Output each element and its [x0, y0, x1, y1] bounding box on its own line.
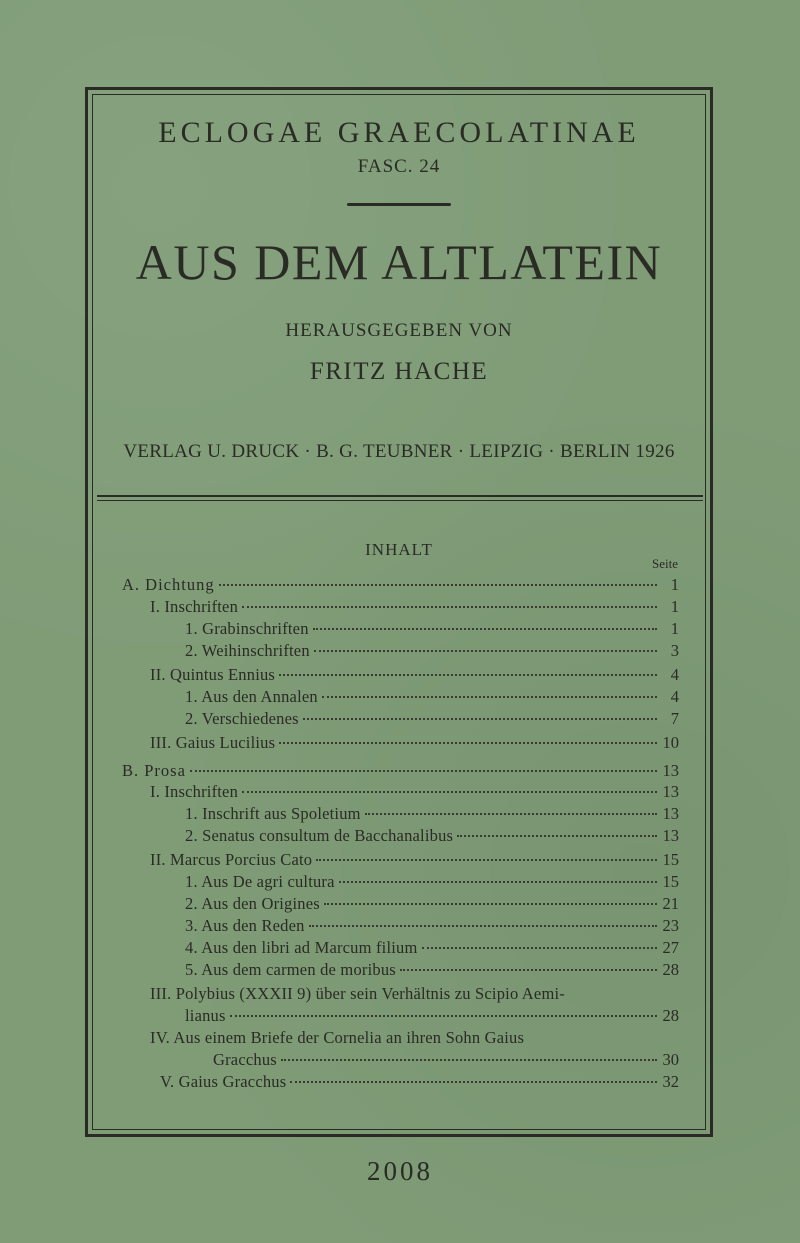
leader-dots	[242, 791, 657, 793]
toc-entry-page: 4	[670, 687, 679, 706]
toc-entry-page: 28	[662, 960, 679, 979]
leader-dots	[309, 925, 657, 927]
leader-dots	[219, 584, 657, 586]
toc-entry-label: III. Gaius Lucilius	[150, 733, 276, 752]
page-column-label: Seite	[652, 556, 678, 571]
toc-entry	[185, 915, 679, 937]
series-title: ECLOGAE GRAECOLATINAE	[158, 116, 640, 149]
toc-entry	[122, 760, 679, 782]
toc-entry-label: Gracchus	[213, 1050, 277, 1069]
toc-entry-page: 27	[662, 938, 679, 957]
toc-entry-page: 1	[670, 575, 679, 594]
toc-entry-label: 1. Aus De agri cultura	[185, 872, 335, 891]
leader-dots	[279, 674, 657, 676]
toc-entry	[213, 1049, 679, 1071]
toc-entry-label: 1. Inschrift aus Spoletium	[185, 804, 361, 823]
toc-entry-label: 5. Aus dem carmen de moribus	[185, 960, 396, 979]
leader-dots	[365, 813, 657, 815]
toc-entry	[122, 574, 679, 596]
toc-entry-label: B. Prosa	[122, 761, 186, 780]
leader-dots	[290, 1081, 657, 1083]
leader-dots	[230, 1015, 657, 1017]
toc-entry-page: 1	[670, 619, 679, 638]
inventory-number: 2008	[367, 1156, 433, 1186]
section-divider	[97, 495, 703, 501]
toc-entry	[185, 959, 679, 981]
leader-dots	[324, 903, 657, 905]
toc-entry-page: 4	[670, 665, 679, 684]
toc-entry-page: 10	[662, 733, 679, 752]
toc-entry-label: 2. Aus den Origines	[185, 894, 320, 913]
toc-entry-label: A. Dichtung	[122, 575, 215, 594]
toc-entry-label: 3. Aus den Reden	[185, 916, 305, 935]
toc-entry	[160, 1071, 679, 1093]
leader-dots	[242, 606, 657, 608]
toc-entry-page: 3	[670, 641, 679, 660]
toc-entry-label: 2. Verschiedenes	[185, 709, 299, 728]
toc-entry	[185, 803, 679, 825]
leader-dots	[281, 1059, 657, 1061]
leader-dots	[322, 696, 657, 698]
toc-entry-label: II. Marcus Porcius Cato	[150, 850, 313, 869]
editor-line: HERAUSGEGEBEN VON	[285, 320, 513, 341]
toc-entry-page: 1	[670, 597, 679, 616]
publisher-line: VERLAG U. DRUCK · B. G. TEUBNER · LEIPZIG · BERLIN 1926	[123, 441, 675, 462]
toc-entry-page: 13	[662, 782, 679, 801]
toc-entry	[150, 596, 679, 618]
toc-entry-page: 32	[662, 1072, 679, 1091]
leader-dots	[313, 628, 657, 630]
toc-entry	[185, 825, 679, 847]
leader-dots	[279, 742, 657, 744]
toc-entry-page: 15	[662, 872, 679, 891]
leader-dots	[339, 881, 657, 883]
toc-entry-label: III. Polybius (XXXII 9) über sein Verhältnis zu Scipio Aemi-	[150, 984, 565, 1003]
leader-dots	[422, 947, 657, 949]
toc-entry	[185, 1005, 679, 1027]
toc-entry-label: 2. Weihinschriften	[185, 641, 310, 660]
toc-entry	[185, 893, 679, 915]
toc-entry-page: 21	[662, 894, 679, 913]
toc-entry	[185, 618, 679, 640]
toc-entry	[150, 849, 679, 871]
fascicle-number: FASC. 24	[357, 156, 441, 177]
toc-entry	[185, 640, 679, 662]
toc-entry-page: 28	[662, 1006, 679, 1025]
toc-entry-label: 1. Grabinschriften	[185, 619, 309, 638]
toc-entry-label: II. Quintus Ennius	[150, 665, 276, 684]
toc-entry	[150, 732, 679, 754]
leader-dots	[314, 650, 657, 652]
ornamental-rule	[347, 203, 451, 206]
toc-entry-label: lianus	[185, 1006, 226, 1025]
toc-entry-label: I. Inschriften	[150, 782, 239, 801]
toc-entry	[150, 1027, 679, 1049]
toc-entry-label: V. Gaius Gracchus	[160, 1072, 287, 1091]
editor-name: FRITZ HACHE	[309, 358, 489, 385]
toc-entry-label: 1. Aus den Annalen	[185, 687, 318, 706]
book-title: AUS DEM ALTLATEIN	[135, 234, 663, 290]
leader-dots	[457, 835, 657, 837]
toc-entry-page: 15	[662, 850, 679, 869]
toc-entry-label: IV. Aus einem Briefe der Cornelia an ihren Sohn Gaius	[150, 1028, 525, 1047]
toc-entry	[185, 708, 679, 730]
toc-entry-page: 23	[662, 916, 679, 935]
toc-entry-page: 13	[662, 761, 679, 780]
toc-entry-page: 7	[670, 709, 679, 728]
toc-entry-page: 30	[662, 1050, 679, 1069]
toc-entry	[150, 781, 679, 803]
toc-entry-label: I. Inschriften	[150, 597, 239, 616]
leader-dots	[190, 770, 657, 772]
leader-dots	[400, 969, 657, 971]
toc-entry-label: 4. Aus den libri ad Marcum filium	[185, 938, 418, 957]
toc-entry-page: 13	[662, 804, 679, 823]
toc-heading: INHALT	[365, 540, 433, 559]
toc-entry-label: 2. Senatus consultum de Bacchanalibus	[185, 826, 454, 845]
toc-entry	[185, 871, 679, 893]
toc-entry	[185, 937, 679, 959]
toc-entry	[150, 664, 679, 686]
toc-entry	[185, 686, 679, 708]
leader-dots	[303, 718, 657, 720]
leader-dots	[316, 859, 657, 861]
toc-entry-page: 13	[662, 826, 679, 845]
toc-entry	[150, 983, 679, 1005]
